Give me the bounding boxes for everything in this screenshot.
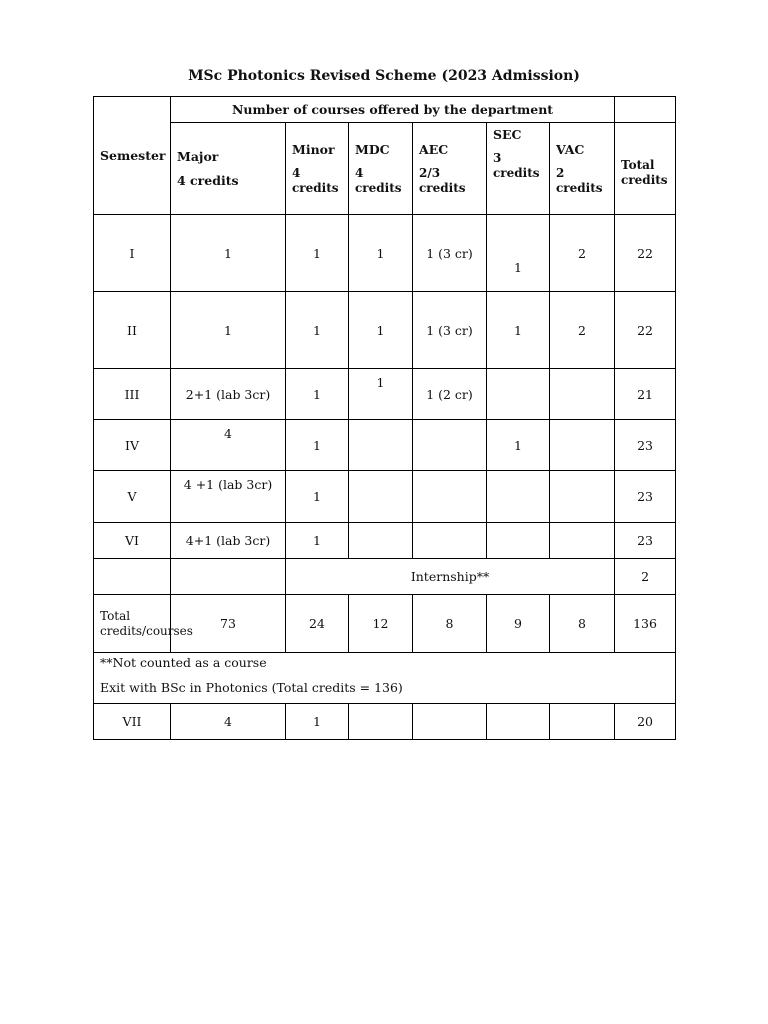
mdc-total: 12: [349, 595, 413, 653]
total-cell: 20: [615, 704, 676, 740]
vac-cell: 2: [550, 215, 615, 292]
group-header: Number of courses offered by the department: [171, 97, 615, 123]
aec-header: [413, 123, 487, 215]
sec-cell: [487, 523, 550, 559]
minor-total: 24: [286, 595, 349, 653]
mdc-cell: 1: [349, 215, 413, 292]
mdc-header-name: MDC: [355, 141, 390, 157]
aec-cell: 1 (3 cr): [413, 292, 487, 369]
mdc-cell: [349, 471, 413, 523]
vac-cell: [550, 369, 615, 420]
mdc-cell: 1: [349, 292, 413, 369]
major-header-credits: 4 credits: [177, 173, 239, 188]
vac-header-name: VAC: [556, 141, 585, 157]
notes-cell: [94, 653, 676, 704]
sec-header-name: SEC: [493, 127, 522, 142]
grand-total: 136: [615, 595, 676, 653]
aec-cell: [413, 420, 487, 471]
aec-cell: [413, 523, 487, 559]
table-row: [94, 704, 676, 740]
mdc-cell: [349, 369, 413, 420]
minor-cell: 1: [286, 215, 349, 292]
aec-cell: 1 (2 cr): [413, 369, 487, 420]
table-row: [94, 292, 676, 369]
major-total: 73: [171, 595, 286, 653]
semester-cell: III: [94, 369, 171, 420]
total-cell: 22: [615, 292, 676, 369]
header-empty-cell: [615, 97, 676, 123]
semester-cell: VII: [94, 704, 171, 740]
aec-header-credits: 2/3 credits: [419, 165, 466, 195]
major-cell: 4: [171, 704, 286, 740]
vac-cell: [550, 420, 615, 471]
table-row: [94, 369, 676, 420]
semester-cell: IV: [94, 420, 171, 471]
header-row-columns: [94, 123, 676, 215]
scheme-table: [93, 96, 676, 740]
minor-header-credits: 4 credits: [292, 165, 339, 195]
aec-header-name: AEC: [419, 141, 449, 157]
sec-cell: [487, 471, 550, 523]
major-cell: 2+1 (lab 3cr): [171, 369, 286, 420]
minor-header: [286, 123, 349, 215]
totals-row: [94, 595, 676, 653]
major-cell: 1: [171, 292, 286, 369]
major-header-name: Major: [177, 149, 219, 164]
major-value: 4 +1 (lab 3cr): [183, 477, 273, 492]
sec-cell: 1: [487, 420, 550, 471]
table-row: [94, 471, 676, 523]
sec-cell: [487, 369, 550, 420]
internship-row: [94, 559, 676, 595]
minor-cell: 1: [286, 369, 349, 420]
sec-total: 9: [487, 595, 550, 653]
minor-cell: 1: [286, 704, 349, 740]
mdc-cell: [349, 523, 413, 559]
semester-cell: V: [94, 471, 171, 523]
header-row-top: [94, 97, 676, 123]
major-cell: [171, 471, 286, 523]
minor-cell: 1: [286, 292, 349, 369]
exit-note: Exit with BSc in Photonics (Total credits = 136): [100, 680, 403, 695]
major-header: [171, 123, 286, 215]
aec-total: 8: [413, 595, 487, 653]
sec-cell: [487, 215, 550, 292]
total-cell: 23: [615, 420, 676, 471]
major-value: 4: [224, 425, 232, 441]
table-row: [94, 420, 676, 471]
vac-cell: [550, 704, 615, 740]
minor-cell: 1: [286, 420, 349, 471]
total-cell: 23: [615, 523, 676, 559]
vac-cell: 2: [550, 292, 615, 369]
mdc-cell: [349, 420, 413, 471]
minor-cell: 1: [286, 471, 349, 523]
vac-header: [550, 123, 615, 215]
semester-header: Semester: [94, 97, 171, 215]
vac-header-credits: 2 credits: [556, 165, 603, 195]
aec-cell: [413, 471, 487, 523]
sec-header-credits: 3 credits: [493, 151, 540, 180]
sec-header: [487, 123, 550, 215]
minor-header-name: Minor: [292, 141, 335, 157]
notes-row: [94, 653, 676, 704]
total-cell: 21: [615, 369, 676, 420]
mdc-cell: [349, 704, 413, 740]
vac-cell: [550, 471, 615, 523]
table-row: [94, 215, 676, 292]
semester-cell: VI: [94, 523, 171, 559]
major-cell: 4+1 (lab 3cr): [171, 523, 286, 559]
sec-value: 1: [514, 259, 522, 275]
sec-cell: [487, 704, 550, 740]
mdc-header: [349, 123, 413, 215]
total-cell: 22: [615, 215, 676, 292]
total-cell: 23: [615, 471, 676, 523]
semester-cell: II: [94, 292, 171, 369]
major-cell: [171, 420, 286, 471]
major-cell: 1: [171, 215, 286, 292]
aec-cell: 1 (3 cr): [413, 215, 487, 292]
aec-cell: [413, 704, 487, 740]
minor-cell: 1: [286, 523, 349, 559]
internship-total: 2: [615, 559, 676, 595]
internship-label: Internship**: [286, 559, 615, 595]
mdc-header-credits: 4 credits: [355, 165, 402, 195]
document-title: MSc Photonics Revised Scheme (2023 Admission): [188, 68, 580, 84]
totals-label: Total credits/courses: [94, 595, 171, 653]
vac-cell: [550, 523, 615, 559]
not-counted-note: **Not counted as a course: [100, 655, 267, 670]
internship-empty-cell: [94, 559, 171, 595]
total-credits-header: Total credits: [615, 123, 676, 215]
semester-cell: I: [94, 215, 171, 292]
sec-cell: 1: [487, 292, 550, 369]
table-row: [94, 523, 676, 559]
vac-total: 8: [550, 595, 615, 653]
mdc-value: 1: [376, 374, 385, 390]
internship-empty-cell: [171, 559, 286, 595]
